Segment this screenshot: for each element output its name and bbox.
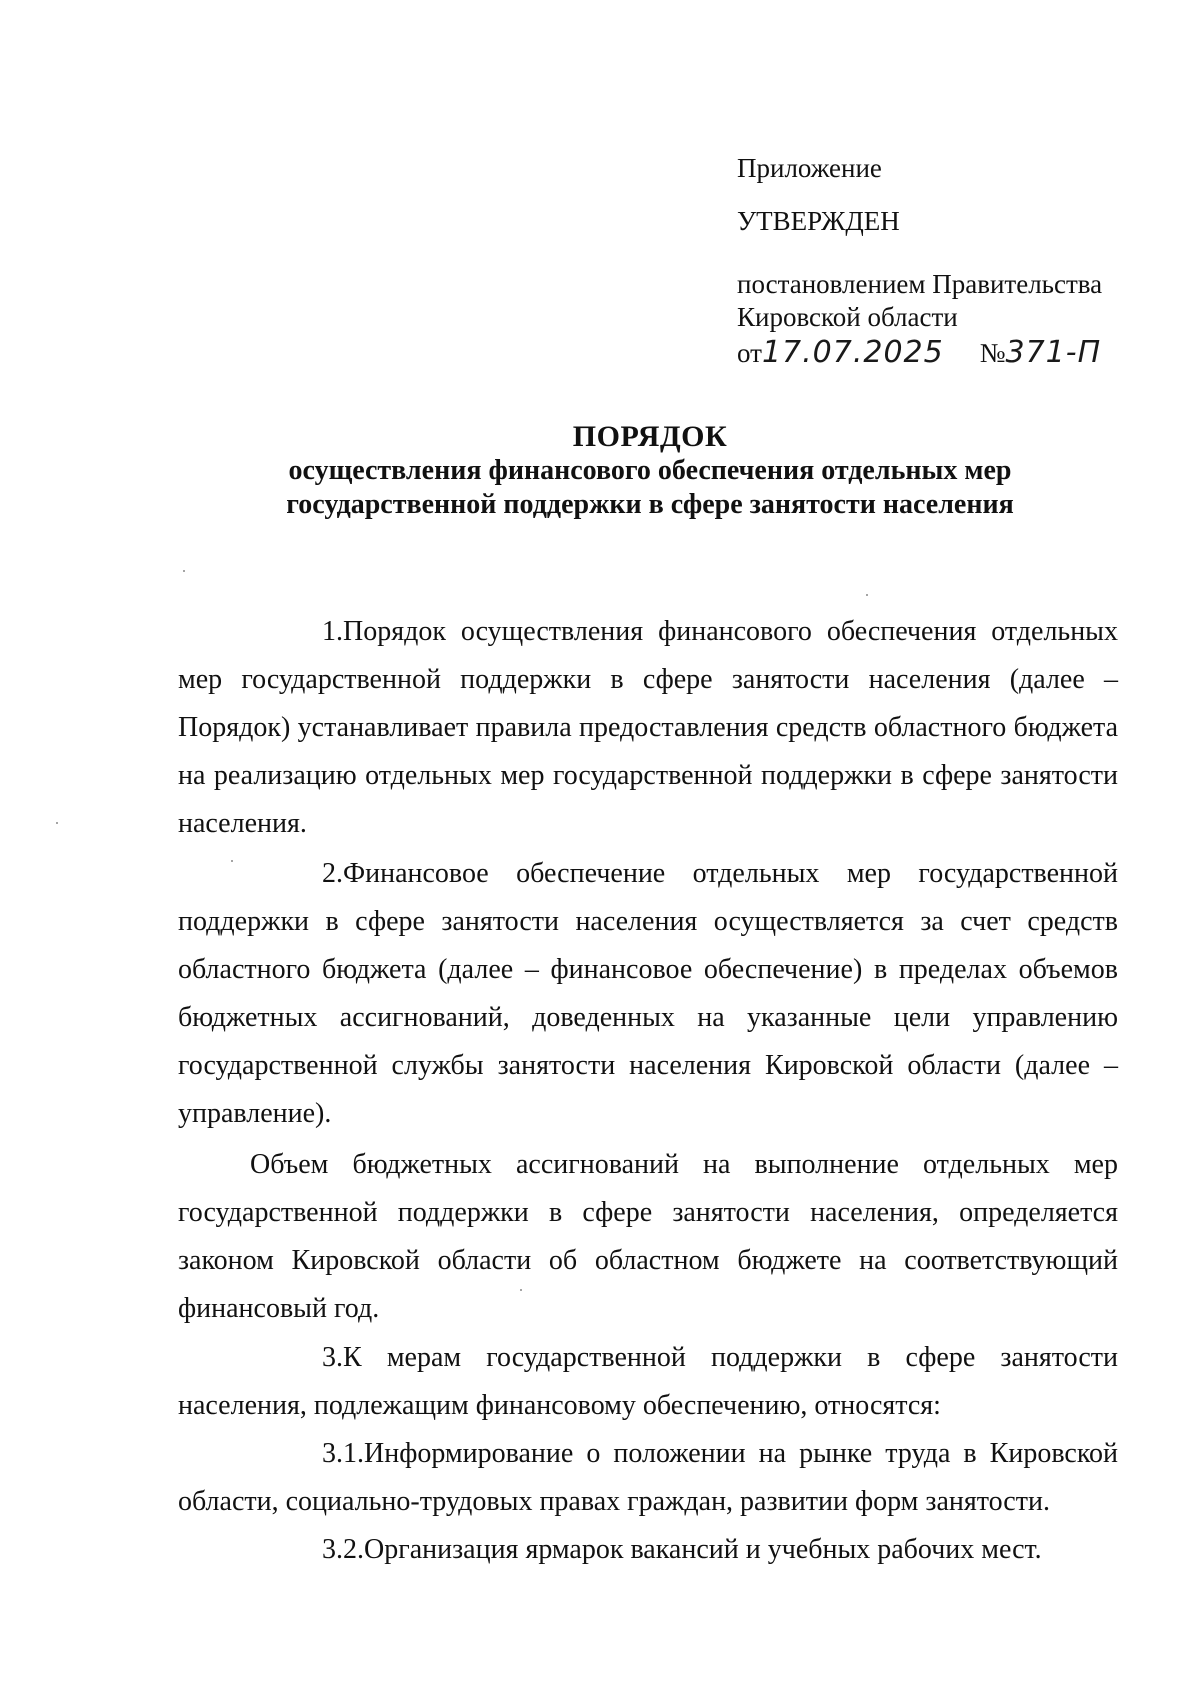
paragraph-3-2	[178, 1526, 1118, 1574]
scan-speck	[231, 860, 233, 862]
paragraph-3-1	[178, 1430, 1118, 1526]
decree-line-2: Кировской области	[737, 302, 958, 332]
scan-speck	[520, 1289, 522, 1291]
title-line-2: государственной поддержки в сфере занятости населения	[286, 489, 1014, 520]
appendix-label: Приложение	[737, 153, 882, 183]
number-prefix: №	[979, 338, 1006, 368]
paragraph-text: Финансовое обеспечение отдельных мер государственной поддержки в сфере занятости населения осуществляется за счет средств областного бюджета (далее – финансовое обеспечение) в пределах объемов бюджетных ассигнований, доведенных на указанные цели управлению государственной службы занятости населения Кировской области (далее – управление).	[178, 858, 1118, 1129]
paragraph-1	[178, 608, 1118, 848]
handwritten-date: 17.07.2025	[761, 335, 944, 370]
paragraph-budget-volume	[178, 1141, 1118, 1333]
decree-date-number	[737, 336, 1101, 370]
paragraph-text: Порядок осуществления финансового обеспечения отдельных мер государственной поддержки в сфере занятости населения (далее – Порядок) устанавливает правила предоставления средств областного бюджета на реализацию отдельных мер государственной поддержки в сфере занятости населения.	[178, 616, 1118, 839]
handwritten-number: 371-П	[1005, 335, 1102, 370]
decree-line-1: постановлением Правительства	[737, 269, 1103, 299]
paragraph-text: Организация ярмарок вакансий и учебных рабочих мест.	[364, 1534, 1042, 1565]
paragraph-number: 3.1.	[322, 1438, 364, 1469]
paragraph-number: 2.	[322, 858, 343, 889]
paragraph-number: 3.2.	[322, 1534, 364, 1565]
scan-speck	[866, 594, 868, 596]
paragraph-2	[178, 850, 1118, 1138]
paragraph-text: Информирование о положении на рынке труда в Кировской области, социально-трудовых правах граждан, развитии форм занятости.	[178, 1438, 1118, 1517]
paragraph-number: 1.	[322, 616, 343, 647]
date-prefix: от	[737, 338, 762, 368]
title-line-1: осуществления финансового обеспечения отдельных мер	[288, 455, 1012, 486]
paragraph-3	[178, 1334, 1118, 1430]
title-main: ПОРЯДОК	[572, 420, 728, 453]
scan-speck	[56, 822, 58, 824]
paragraph-text: Объем бюджетных ассигнований на выполнение отдельных мер государственной поддержки в сфере занятости населения, определяется законом Кировской области об областном бюджете на соответствующий финансовый год.	[178, 1149, 1118, 1324]
paragraph-number: 3.	[322, 1342, 343, 1373]
paragraph-text: К мерам государственной поддержки в сфере занятости населения, подлежащим финансовому обеспечению, относятся:	[178, 1342, 1118, 1421]
scan-speck	[183, 570, 185, 572]
approved-label: УТВЕРЖДЕН	[737, 206, 900, 236]
